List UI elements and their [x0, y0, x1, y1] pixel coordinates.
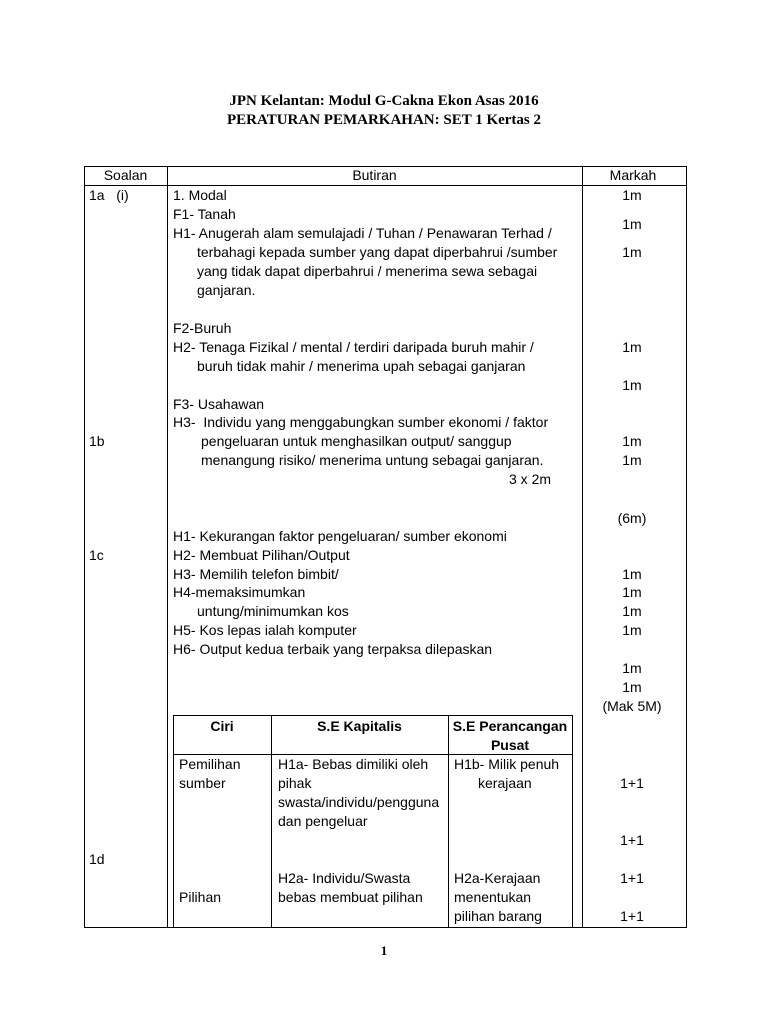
markah-value: 1m [622, 584, 642, 600]
markah-value: 1m [622, 377, 642, 393]
markah-value: 1m [622, 452, 642, 468]
page-number: 1 [380, 943, 388, 958]
ciri-cell-text: sumber [179, 775, 226, 791]
butiran-line: 1. Modal [173, 187, 227, 203]
perancangan-cell-text: pilihan barang [454, 908, 542, 924]
markah-value: 1+1 [620, 870, 644, 886]
butiran-line: pengeluaran untuk menghasilkan output/ sanggup [201, 433, 512, 449]
butiran-line: H4-memaksimumkan [173, 584, 306, 600]
kapitalis-cell-text: H2a- Individu/Swasta [278, 870, 411, 886]
kapitalis-cell-text: H1a- Bebas dimiliki oleh [278, 756, 429, 772]
markah-total: (6m) [617, 510, 647, 526]
butiran-line: H5- Kos lepas ialah komputer [173, 622, 357, 638]
markah-value: 1m [622, 433, 642, 449]
butiran-line: H2- Tenaga Fizikal / mental / terdiri daripada buruh mahir / [173, 339, 534, 355]
markah-value: 1m [622, 566, 642, 582]
butiran-line: H3- Memilih telefon bimbit/ [173, 566, 339, 582]
perancangan-cell-text: H2a-Kerajaan [454, 870, 541, 886]
markah-value: 1m [622, 660, 642, 676]
markah-value: 1m [622, 244, 642, 260]
comparison-header-kapitalis: S.E Kapitalis [317, 718, 402, 734]
soalan-label: 1a (i) [89, 187, 129, 203]
butiran-line: H3- Individu yang menggabungkan sumber ekonomi / faktor [173, 414, 549, 430]
butiran-line: F1- Tanah [173, 206, 236, 222]
soalan-label: 1d [89, 851, 105, 867]
markah-value: 1m [622, 622, 642, 638]
kapitalis-cell-text: swasta/individu/pengguna [278, 794, 440, 810]
butiran-line: F2-Buruh [173, 320, 232, 336]
butiran-subtotal: 3 x 2m [509, 471, 552, 487]
column-divider-soalan [167, 166, 168, 928]
kapitalis-cell-text: pihak [278, 775, 312, 791]
markah-value: 1m [622, 603, 642, 619]
column-divider-markah [582, 166, 583, 928]
column-header-butiran: Butiran [352, 167, 397, 183]
document-title: JPN Kelantan: Modul G-Cakna Ekon Asas 2016 [229, 93, 539, 109]
butiran-line: yang tidak dapat diperbahrui / menerima sewa sebagai [197, 263, 538, 279]
kapitalis-cell-text: bebas membuat pilihan [278, 889, 423, 905]
butiran-line: menangung risiko/ menerima untung sebagai ganjaran. [201, 452, 544, 468]
column-header-markah: Markah [609, 167, 657, 183]
soalan-label: 1c [89, 547, 104, 563]
comparison-header-ciri: Ciri [210, 718, 234, 734]
kapitalis-cell-text: dan pengeluar [278, 813, 368, 829]
butiran-line: untung/minimumkan kos [197, 603, 349, 619]
butiran-line: H6- Output kedua terbaik yang terpaksa dilepaskan [173, 641, 493, 657]
markah-value: 1m [622, 187, 642, 203]
markah-value: 1m [622, 679, 642, 695]
butiran-line: buruh tidak mahir / menerima upah sebagai ganjaran [197, 358, 526, 374]
markah-value: 1+1 [620, 908, 644, 924]
soalan-label: 1b [89, 433, 105, 449]
perancangan-cell-text: H1b- Milik penuh [454, 756, 560, 772]
butiran-line: H1- Kekurangan faktor pengeluaran/ sumber ekonomi [173, 528, 507, 544]
butiran-line: H1- Anugerah alam semulajadi / Tuhan / Penawaran Terhad / [173, 225, 552, 241]
butiran-line: ganjaran. [197, 282, 256, 298]
butiran-line: F3- Usahawan [173, 396, 265, 412]
perancangan-cell-text: menentukan [454, 889, 532, 905]
markah-value: 1m [622, 216, 642, 232]
markah-value: 1m [622, 339, 642, 355]
comparison-header-perancangan: S.E Perancangan [452, 718, 568, 734]
ciri-cell-text: Pilihan [179, 889, 222, 905]
markah-value: 1+1 [620, 832, 644, 848]
perancangan-cell-text: kerajaan [478, 775, 532, 791]
comparison-column-divider [271, 715, 272, 928]
butiran-line: H2- Membuat Pilihan/Output [173, 547, 350, 563]
markah-total: (Mak 5M) [602, 698, 662, 714]
ciri-cell-text: Pemilihan [179, 756, 241, 772]
column-header-soalan: Soalan [103, 167, 148, 183]
markah-value: 1+1 [620, 775, 644, 791]
butiran-line: terbahagi kepada sumber yang dapat diperbahrui /sumber [197, 244, 558, 260]
comparison-header-perancangan: Pusat [490, 737, 530, 753]
document-subtitle: PERATURAN PEMARKAHAN: SET 1 Kertas 2 [226, 112, 542, 128]
